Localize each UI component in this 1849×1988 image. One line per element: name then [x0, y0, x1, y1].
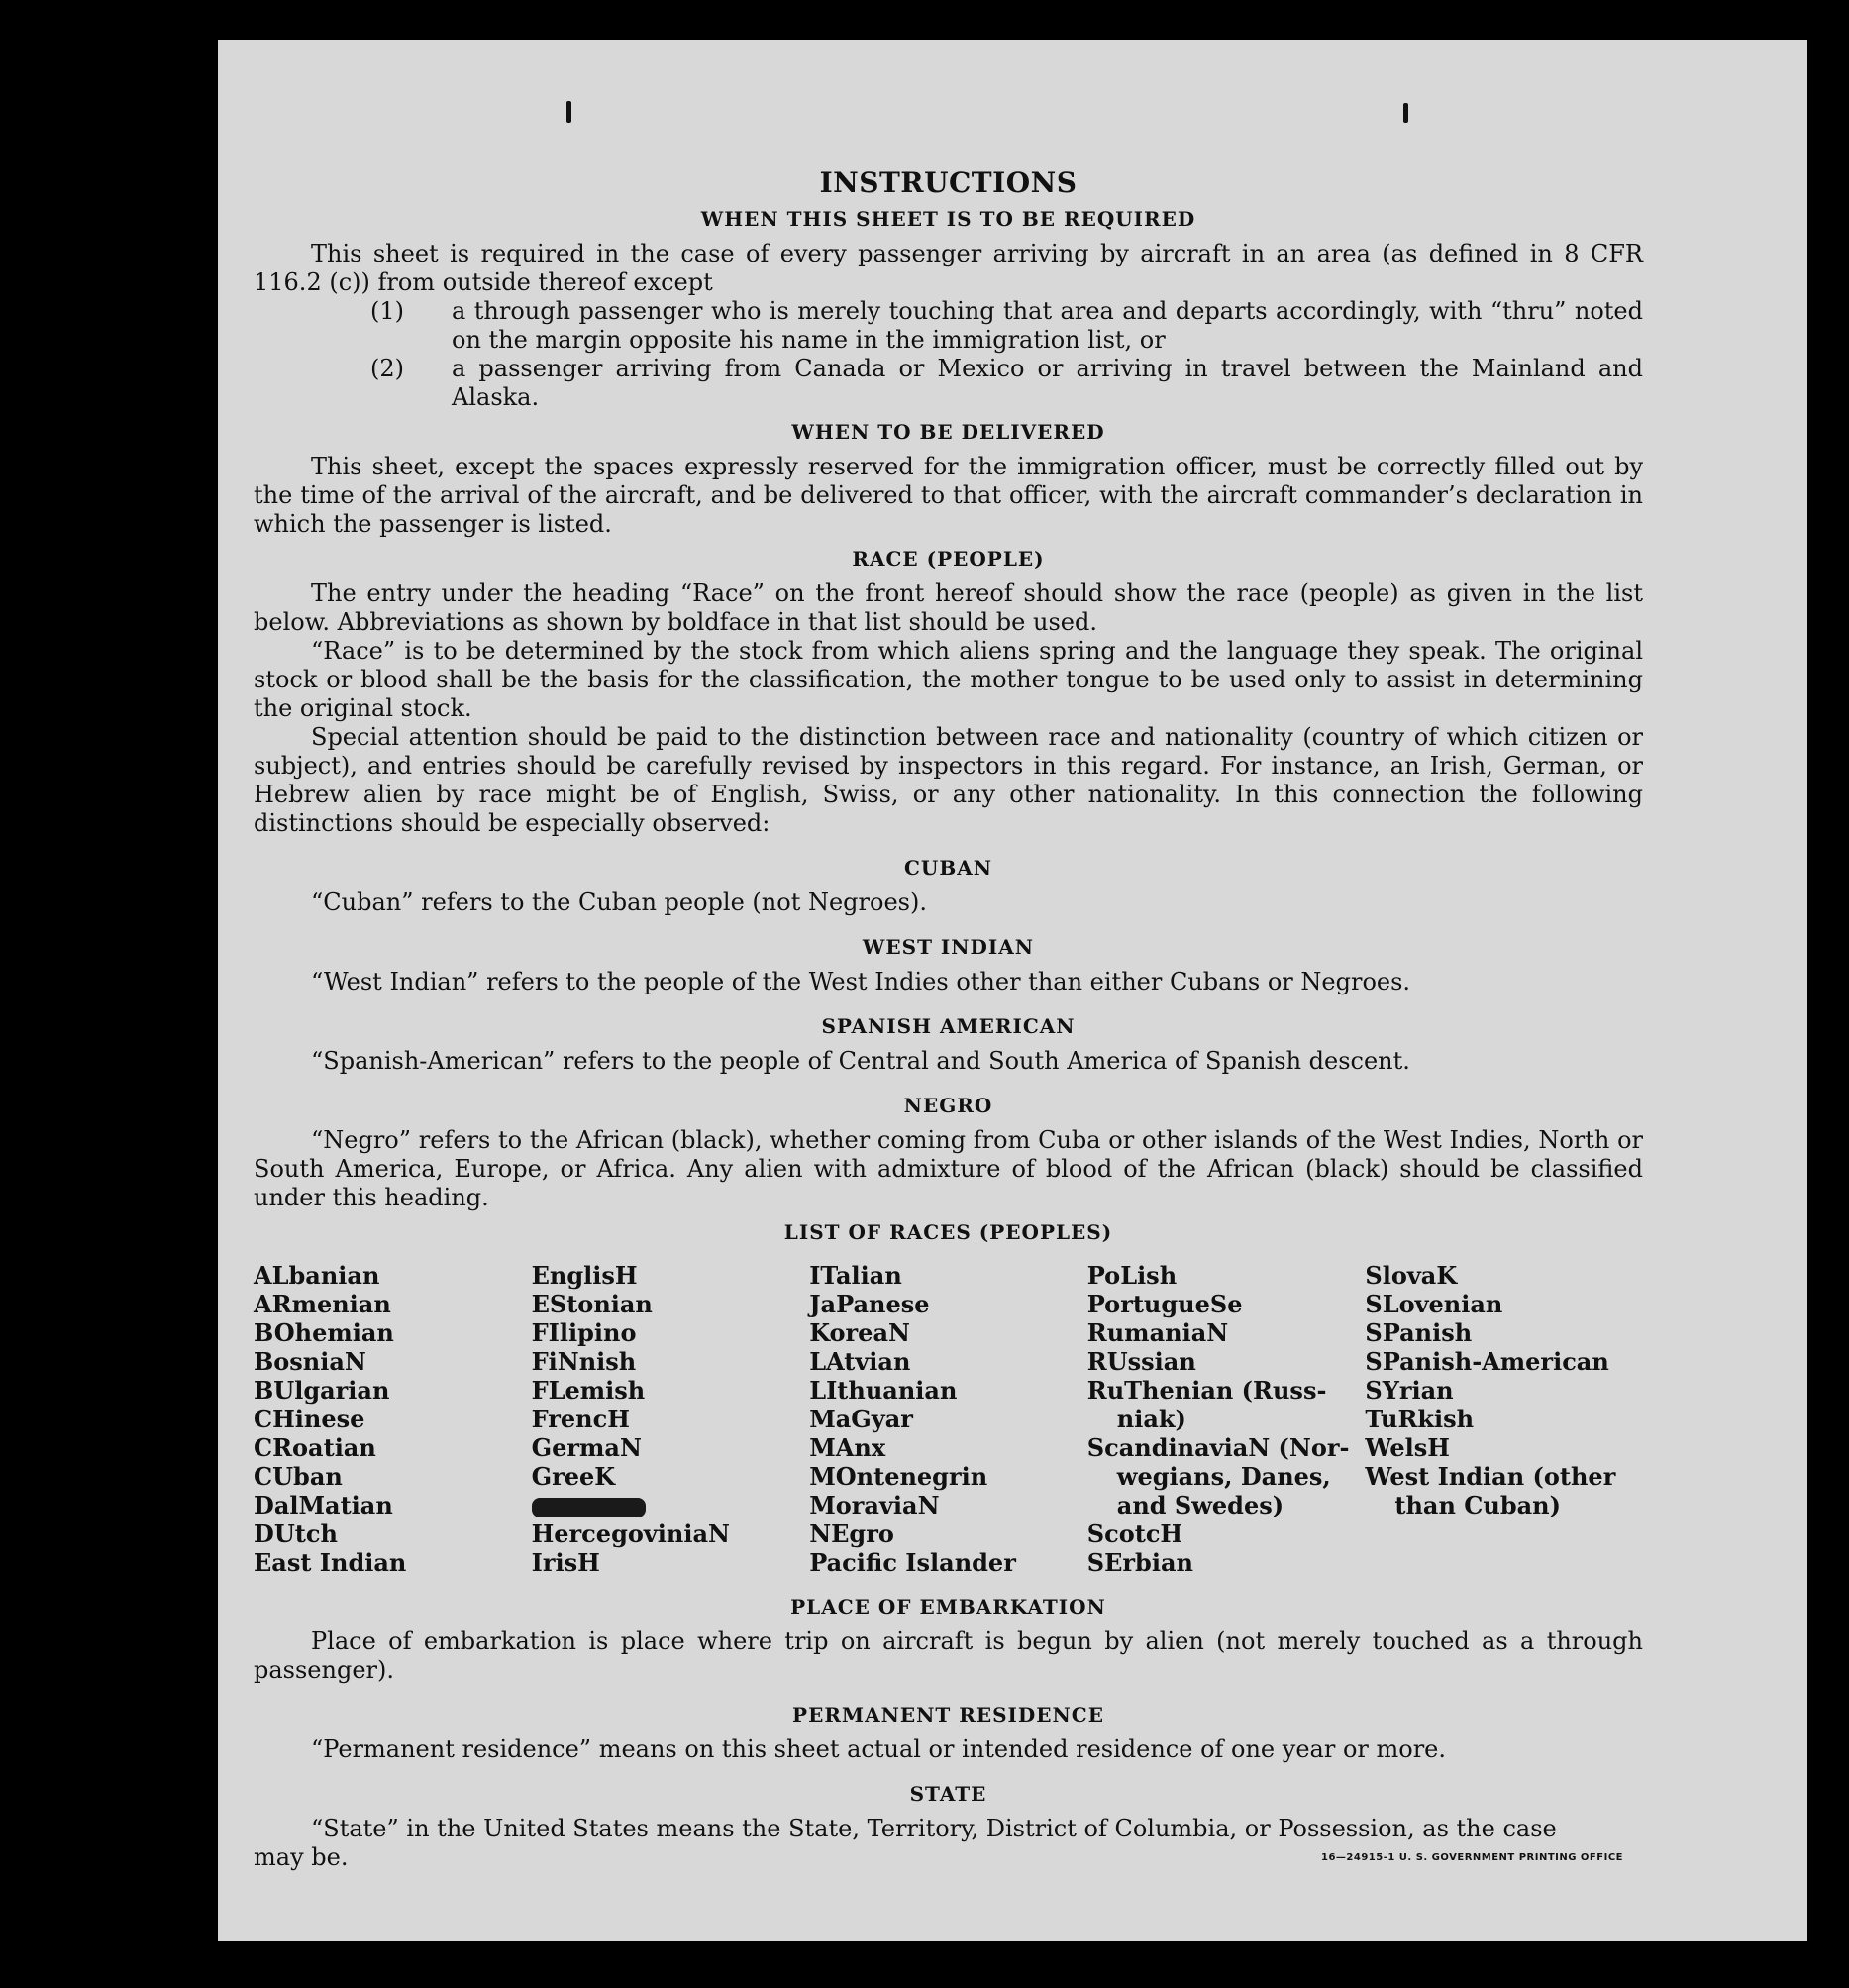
paragraph-race-2: “Race” is to be determined by the stock from which aliens spring and the language they speak. The original stock or blood shall be the basis for the classification, the mother tongue to be used only to assist in determining the original stock.	[254, 637, 1643, 722]
heading-when-delivered: WHEN TO BE DELIVERED	[791, 420, 1105, 444]
paragraph-when-required: This sheet is required in the case of every passenger arriving by aircraft in an area (as defined in 8 CFR 116.2 (c)) from outside thereof except	[254, 240, 1643, 296]
exception-number-1: (1)	[370, 297, 404, 325]
race-item: EStonian	[531, 1290, 653, 1318]
paragraph-spanish-american: “Spanish-American” refers to the people of Central and South America of Spanish descent.	[311, 1047, 1410, 1075]
race-item: PortugueSe	[1086, 1290, 1243, 1318]
race-item: FrencH	[531, 1405, 630, 1433]
heading-list-of-races: LIST OF RACES (PEOPLES)	[783, 1220, 1113, 1244]
exception-text-2: a passenger arriving from Canada or Mexico or arriving in travel between the Mainland and Alaska.	[452, 355, 1643, 411]
paragraph-cuban: “Cuban” refers to the Cuban people (not Negroes).	[311, 889, 927, 916]
race-item: MOntenegrin	[809, 1462, 988, 1491]
race-item: FIlipino	[531, 1318, 637, 1347]
paragraph-embarkation: Place of embarkation is place where trip on aircraft is begun by alien (not merely touched as a through passenger).	[254, 1627, 1643, 1684]
document-page	[218, 40, 1807, 1941]
heading-embarkation: PLACE OF EMBARKATION	[790, 1595, 1106, 1619]
race-item: CHinese	[254, 1405, 365, 1433]
paragraph-race-3: Special attention should be paid to the distinction between race and nationality (country of which citizen or subject), and entries should be carefully revised by inspectors in this regard. For instance, an Irish, German, or Hebrew alien by race might be of English, Swiss, or any other nationality. In this connection the following distinctions should be especially observed:	[254, 723, 1643, 837]
exception-text-1: a through passenger who is merely touching that area and departs accordingly, with “thru” noted on the margin opposite his name in the immigration list, or	[452, 297, 1643, 354]
redaction-blot	[532, 1498, 646, 1517]
race-column-2	[532, 1261, 810, 1577]
document-body	[254, 168, 1643, 1872]
race-item: SlovaK	[1365, 1261, 1458, 1290]
race-item-continuation: wegians, Danes,	[1116, 1462, 1331, 1491]
race-item: MoraviaN	[809, 1491, 940, 1519]
race-column-3	[809, 1261, 1087, 1577]
race-item: LIthuanian	[809, 1376, 958, 1405]
race-item: RUssian	[1086, 1347, 1196, 1376]
race-item: NEgro	[809, 1519, 894, 1548]
race-item-continuation: and Swedes)	[1116, 1491, 1284, 1519]
printer-imprint: 16—24915-1 U. S. GOVERNMENT PRINTING OFFICE	[1321, 1852, 1623, 1863]
race-list	[254, 1261, 1643, 1577]
heading-negro: NEGRO	[903, 1094, 993, 1117]
race-item: BUlgarian	[254, 1376, 390, 1405]
race-item: KoreaN	[809, 1318, 910, 1347]
race-item: SErbian	[1086, 1548, 1193, 1577]
race-item: SLovenian	[1365, 1290, 1503, 1318]
race-item-continuation: niak)	[1116, 1405, 1186, 1433]
footer-row	[254, 1843, 1643, 1872]
heading-cuban: CUBAN	[903, 856, 993, 880]
race-item: ITalian	[809, 1261, 902, 1290]
exception-number-2: (2)	[370, 355, 404, 382]
paragraph-when-delivered: This sheet, except the spaces expressly reserved for the immigration officer, must be correctly filled out by the time of the arrival of the aircraft, and be delivered to that officer, with the aircraft commander’s declaration in which the passenger is listed.	[254, 453, 1643, 538]
paragraph-state: “State” in the United States means the State, Territory, District of Columbia, or Possession, as the case	[311, 1815, 1557, 1842]
race-item: IrisH	[531, 1548, 600, 1577]
race-item-continuation: than Cuban)	[1394, 1491, 1561, 1519]
paragraph-west-indian: “West Indian” refers to the people of the West Indies other than either Cubans or Negroes.	[311, 968, 1411, 995]
heading-race: RACE (PEOPLE)	[852, 547, 1045, 571]
race-item: GreeK	[531, 1462, 616, 1491]
race-item: SPanish	[1365, 1318, 1473, 1347]
race-item: DUtch	[254, 1519, 338, 1548]
heading-west-indian: WEST INDIAN	[862, 935, 1035, 959]
exception-item-1	[254, 297, 1643, 355]
race-item-redacted	[532, 1491, 810, 1519]
race-item: ARmenian	[254, 1290, 391, 1318]
race-item: PoLish	[1086, 1261, 1178, 1290]
page-title: INSTRUCTIONS	[819, 166, 1078, 199]
paragraph-race-1: The entry under the heading “Race” on the front hereof should show the race (people) as given in the list below. Abbreviations as shown by boldface in that list should be used.	[254, 579, 1643, 636]
race-item: CUban	[254, 1462, 343, 1491]
paragraph-negro: “Negro” refers to the African (black), whether coming from Cuba or other islands of the West Indies, North or South America, Europe, or Africa. Any alien with admixture of blood of the African (black) should be classified under this heading.	[254, 1126, 1643, 1211]
race-column-5	[1365, 1261, 1643, 1577]
paragraph-permanent-residence: “Permanent residence” means on this sheet actual or intended residence of one year or more.	[311, 1735, 1446, 1763]
race-item: FiNnish	[531, 1347, 637, 1376]
race-item: West Indian (other	[1365, 1462, 1616, 1491]
race-item: SYrian	[1365, 1376, 1454, 1405]
race-item: SPanish-American	[1365, 1347, 1609, 1376]
heading-when-required: WHEN THIS SHEET IS TO BE REQUIRED	[700, 207, 1196, 231]
punch-mark-left	[566, 101, 571, 123]
race-item: RumaniaN	[1086, 1318, 1229, 1347]
race-item: FLemish	[531, 1376, 646, 1405]
punch-mark-right	[1403, 103, 1408, 123]
heading-spanish-american: SPANISH AMERICAN	[821, 1014, 1076, 1038]
race-item: GermaN	[531, 1433, 642, 1462]
paragraph-state-end: may be.	[254, 1843, 349, 1871]
race-item: BosniaN	[254, 1347, 366, 1376]
race-column-4	[1087, 1261, 1366, 1577]
race-item: Pacific Islander	[809, 1548, 1016, 1577]
race-item: LAtvian	[809, 1347, 911, 1376]
race-column-1	[254, 1261, 532, 1577]
race-item: East Indian	[254, 1548, 407, 1577]
race-item: CRoatian	[254, 1433, 376, 1462]
race-item: MAnx	[809, 1433, 886, 1462]
race-item: RuThenian (Russ-	[1086, 1376, 1327, 1405]
race-item: ScotcH	[1086, 1519, 1183, 1548]
exception-item-2	[254, 355, 1643, 412]
race-item: DalMatian	[254, 1491, 393, 1519]
race-item: ScandinaviaN (Nor-	[1086, 1433, 1350, 1462]
race-item: JaPanese	[809, 1290, 930, 1318]
heading-state: STATE	[909, 1782, 987, 1806]
race-item: HercegoviniaN	[531, 1519, 730, 1548]
race-item: MaGyar	[809, 1405, 913, 1433]
heading-permanent-residence: PERMANENT RESIDENCE	[792, 1703, 1104, 1726]
race-item: TuRkish	[1365, 1405, 1475, 1433]
race-item: EnglisH	[531, 1261, 638, 1290]
race-item: BOhemian	[254, 1318, 394, 1347]
race-item: WelsH	[1365, 1433, 1450, 1462]
race-item: ALbanian	[254, 1261, 380, 1290]
